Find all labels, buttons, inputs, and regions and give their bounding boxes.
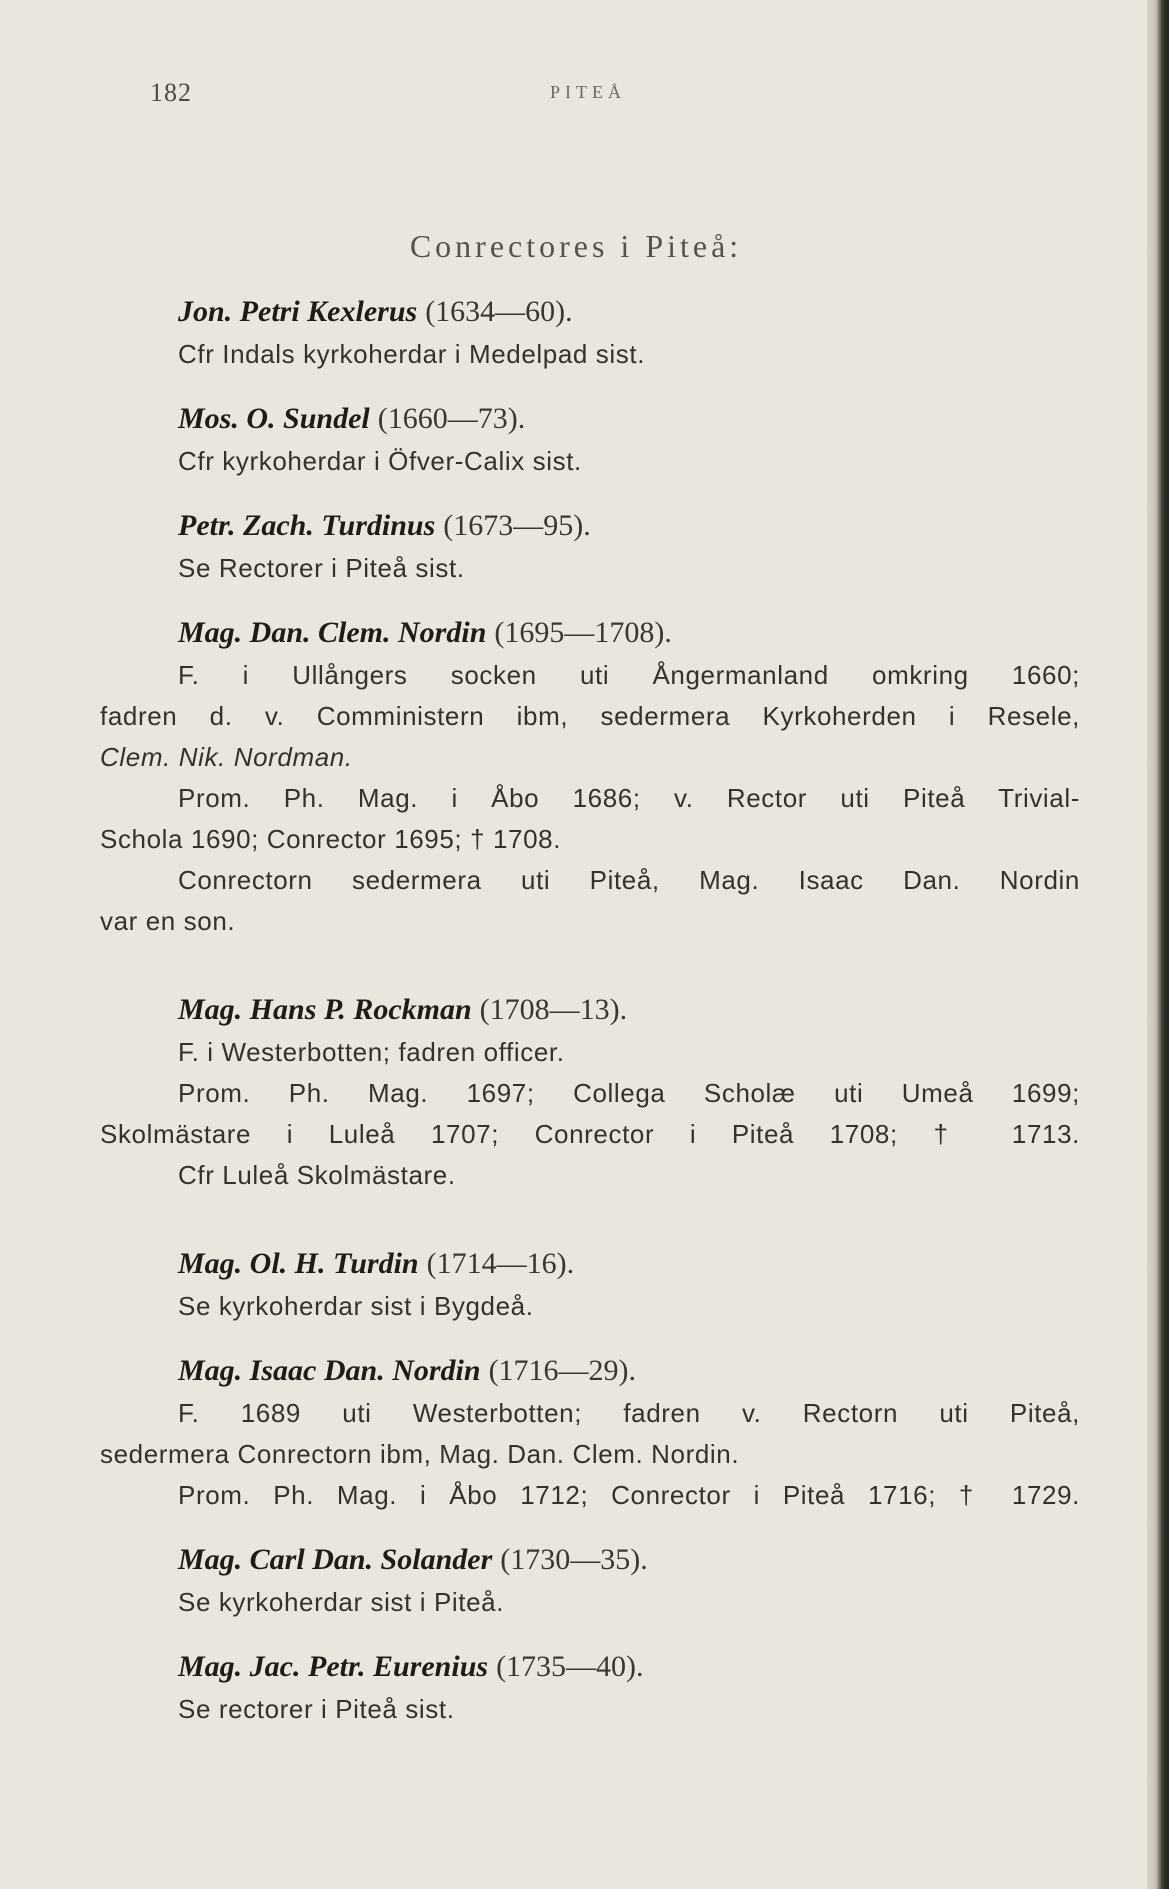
entry-name: Mos. O. Sundel bbox=[178, 402, 370, 435]
entry-years: (1708—13). bbox=[479, 993, 628, 1026]
entry-name: Petr. Zach. Turdinus bbox=[178, 509, 436, 542]
entry-years: (1735—40). bbox=[496, 1650, 644, 1683]
entry-line: sedermera Conrectorn ibm, Mag. Dan. Clem. Nordin. bbox=[100, 1439, 740, 1469]
entry-title bbox=[100, 988, 1080, 1032]
entries-list bbox=[100, 290, 1080, 1752]
entry-title bbox=[100, 611, 1080, 655]
entry-line: Skolmästare i Luleå 1707; Conrector i Piteå 1708; † 1713. bbox=[100, 1119, 1080, 1149]
entry-line: Cfr kyrkoherdar i Öfver-Calix sist. bbox=[178, 446, 582, 476]
entry-rockman bbox=[100, 988, 1080, 1196]
entry-name: Mag. Hans P. Rockman bbox=[178, 993, 472, 1026]
entry-title bbox=[100, 290, 1080, 334]
entry-line: Clem. Nik. Nordman. bbox=[100, 742, 353, 772]
page-number: 182 bbox=[150, 78, 192, 107]
entry-line: Prom. Ph. Mag. i Åbo 1686; v. Rector uti Piteå Trivial- bbox=[178, 783, 1080, 813]
spacer bbox=[100, 1218, 1080, 1242]
entry-line: Schola 1690; Conrector 1695; † 1708. bbox=[100, 824, 562, 854]
entry-name: Mag. Jac. Petr. Eurenius bbox=[178, 1650, 489, 1683]
entry-line: F. i Westerbotten; fadren officer. bbox=[178, 1037, 565, 1067]
entry-kexlerus bbox=[100, 290, 1080, 375]
spacer bbox=[100, 964, 1080, 988]
entry-line: Prom. Ph. Mag. i Åbo 1712; Conrector i Piteå 1716; † 1729. bbox=[178, 1480, 1080, 1510]
entry-years: (1695—1708). bbox=[494, 616, 672, 649]
entry-years: (1660—73). bbox=[377, 402, 526, 435]
running-title: PITEÅ bbox=[550, 82, 626, 102]
entry-years: (1716—29). bbox=[488, 1354, 637, 1387]
entry-line: var en son. bbox=[100, 906, 236, 936]
entry-name: Mag. Dan. Clem. Nordin bbox=[178, 616, 487, 649]
entry-sundel bbox=[100, 397, 1080, 482]
entry-name: Jon. Petri Kexlerus bbox=[178, 295, 418, 328]
entry-line: Se kyrkoherdar sist i Piteå. bbox=[178, 1587, 505, 1617]
entry-title bbox=[100, 1538, 1080, 1582]
entry-solander bbox=[100, 1538, 1080, 1623]
entry-line: Se kyrkoherdar sist i Bygdeå. bbox=[178, 1291, 534, 1321]
entry-title bbox=[100, 1242, 1080, 1286]
entry-name: Mag. Carl Dan. Solander bbox=[178, 1543, 493, 1576]
entry-line: Cfr Indals kyrkoherdar i Medelpad sist. bbox=[178, 339, 646, 369]
entry-dan-nordin bbox=[100, 611, 1080, 942]
entry-ol-turdin bbox=[100, 1242, 1080, 1327]
page-edge-shadow bbox=[1147, 0, 1169, 1889]
entry-isaac-nordin bbox=[100, 1349, 1080, 1516]
entry-title bbox=[100, 1645, 1080, 1689]
entry-name: Mag. Ol. H. Turdin bbox=[178, 1247, 419, 1280]
entry-eurenius bbox=[100, 1645, 1080, 1730]
entry-line: Se rectorer i Piteå sist. bbox=[178, 1694, 455, 1724]
running-head bbox=[150, 78, 1050, 118]
entry-years: (1634—60). bbox=[425, 295, 573, 328]
entry-years: (1673—95). bbox=[443, 509, 591, 542]
section-heading: Conrectores i Piteå: bbox=[409, 228, 743, 264]
entry-title bbox=[100, 1349, 1080, 1393]
entry-name: Mag. Isaac Dan. Nordin bbox=[178, 1354, 481, 1387]
entry-title bbox=[100, 504, 1080, 548]
entry-line: Conrectorn sedermera uti Piteå, Mag. Isaac Dan. Nordin bbox=[178, 865, 1080, 895]
entry-years: (1730—35). bbox=[500, 1543, 648, 1576]
entry-turdinus bbox=[100, 504, 1080, 589]
entry-line: Se Rectorer i Piteå sist. bbox=[178, 553, 465, 583]
entry-line: Cfr Luleå Skolmästare. bbox=[178, 1160, 456, 1190]
entry-line: F. 1689 uti Westerbotten; fadren v. Rectorn uti Piteå, bbox=[178, 1398, 1080, 1428]
entry-line: Prom. Ph. Mag. 1697; Collega Scholæ uti Umeå 1699; bbox=[178, 1078, 1080, 1108]
entry-line: F. i Ullångers socken uti Ångermanland omkring 1660; bbox=[178, 660, 1080, 690]
entry-years: (1714—16). bbox=[426, 1247, 575, 1280]
entry-line: fadren d. v. Comministern ibm, sedermera Kyrkoherden i Resele, bbox=[100, 701, 1080, 731]
entry-title bbox=[100, 397, 1080, 441]
